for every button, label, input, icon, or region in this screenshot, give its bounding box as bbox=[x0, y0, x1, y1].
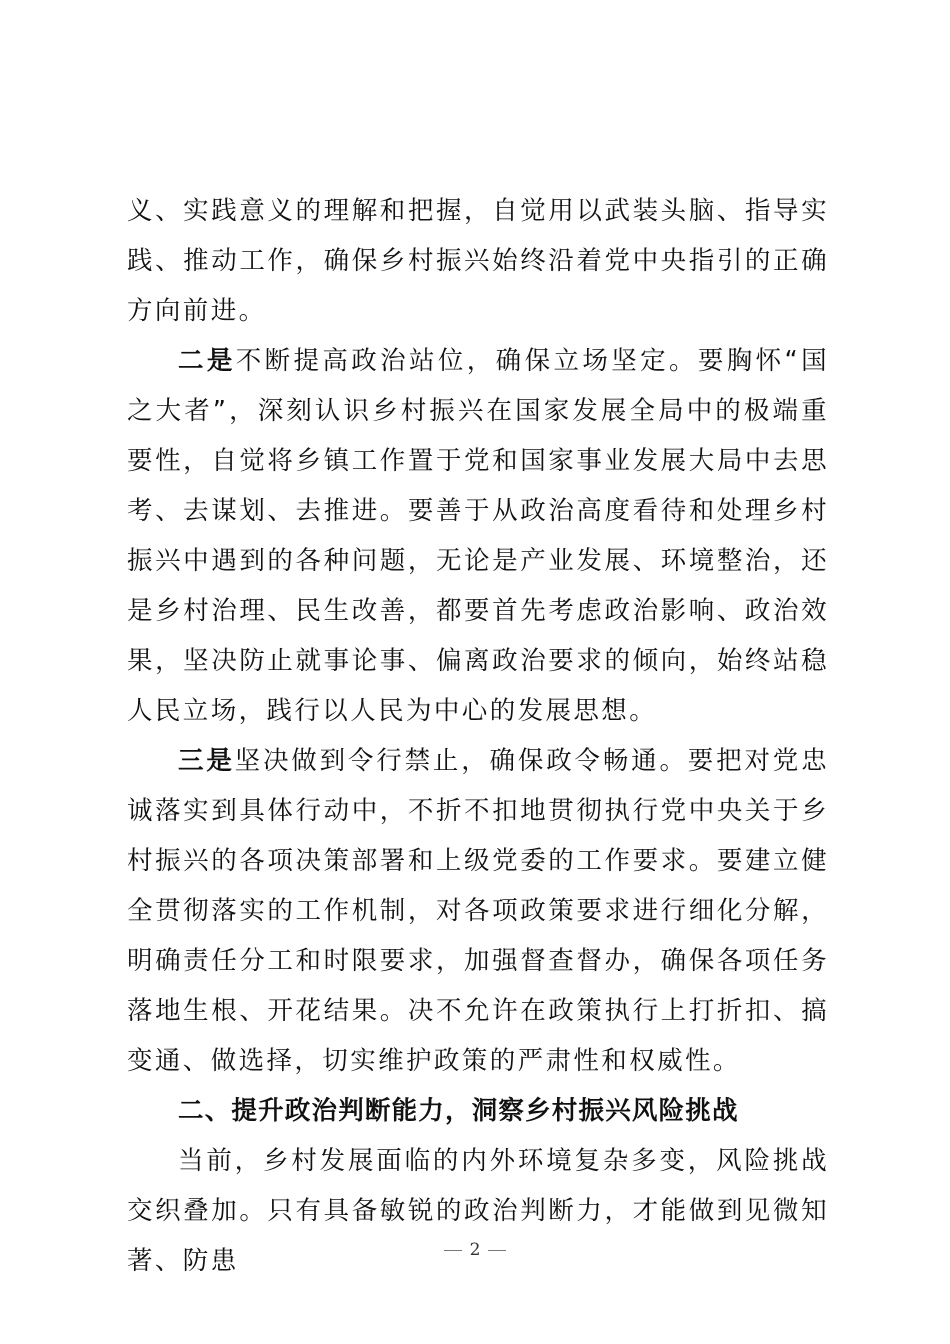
paragraph-closing bbox=[127, 1136, 829, 1286]
paragraph-text: 坚决做到令行禁止，确保政令畅通。要把对党忠诚落实到具体行动中，不折不扣地贯彻执行党中央关于乡村振兴的各项决策部署和上级党委的工作要求。要建立健全贯彻落实的工作机制，对各项政策要求进行细化分解，明确责任分工和时限要求，加强督查督办，确保各项任务落地生根、开花结果。决不允许在政策执行上打折扣、搞变通、做选择，切实维护政策的严肃性和权威性。 bbox=[127, 746, 829, 1076]
paragraph-text: 义、实践意义的理解和把握，自觉用以武装头脑、指导实践、推动工作，确保乡村振兴始终沿着党中央指引的正确方向前进。 bbox=[127, 196, 829, 326]
paragraph-text: 当前，乡村发展面临的内外环境复杂多变，风险挑战交织叠加。只有具备敏锐的政治判断力，才能做到见微知著、防患 bbox=[127, 1146, 829, 1276]
footer-dash-right bbox=[488, 1250, 506, 1251]
paragraph-continuation bbox=[127, 186, 829, 336]
page-footer bbox=[0, 1240, 950, 1260]
section-heading: 二、提升政治判断能力，洞察乡村振兴风险挑战 bbox=[178, 1096, 739, 1126]
page-number: 2 bbox=[469, 1240, 481, 1260]
document-page bbox=[127, 186, 829, 1286]
paragraph-lead: 二是 bbox=[178, 346, 236, 376]
paragraph-text: 不断提高政治站位，确保立场坚定。要胸怀“国之大者”，深刻认识乡村振兴在国家发展全局中的极端重要性，自觉将乡镇工作置于党和国家事业发展大局中去思考、去谋划、去推进。要善于从政治高度看待和处理乡村振兴中遇到的各种问题，无论是产业发展、环境整治，还是乡村治理、民生改善，都要首先考虑政治影响、政治效果，坚决防止就事论事、偏离政治要求的倾向，始终站稳人民立场，践行以人民为中心的发展思想。 bbox=[127, 346, 829, 726]
paragraph-point-three bbox=[127, 736, 829, 1086]
paragraph-lead: 三是 bbox=[178, 746, 235, 776]
footer-dash-left bbox=[444, 1250, 462, 1251]
paragraph-point-two bbox=[127, 336, 829, 736]
